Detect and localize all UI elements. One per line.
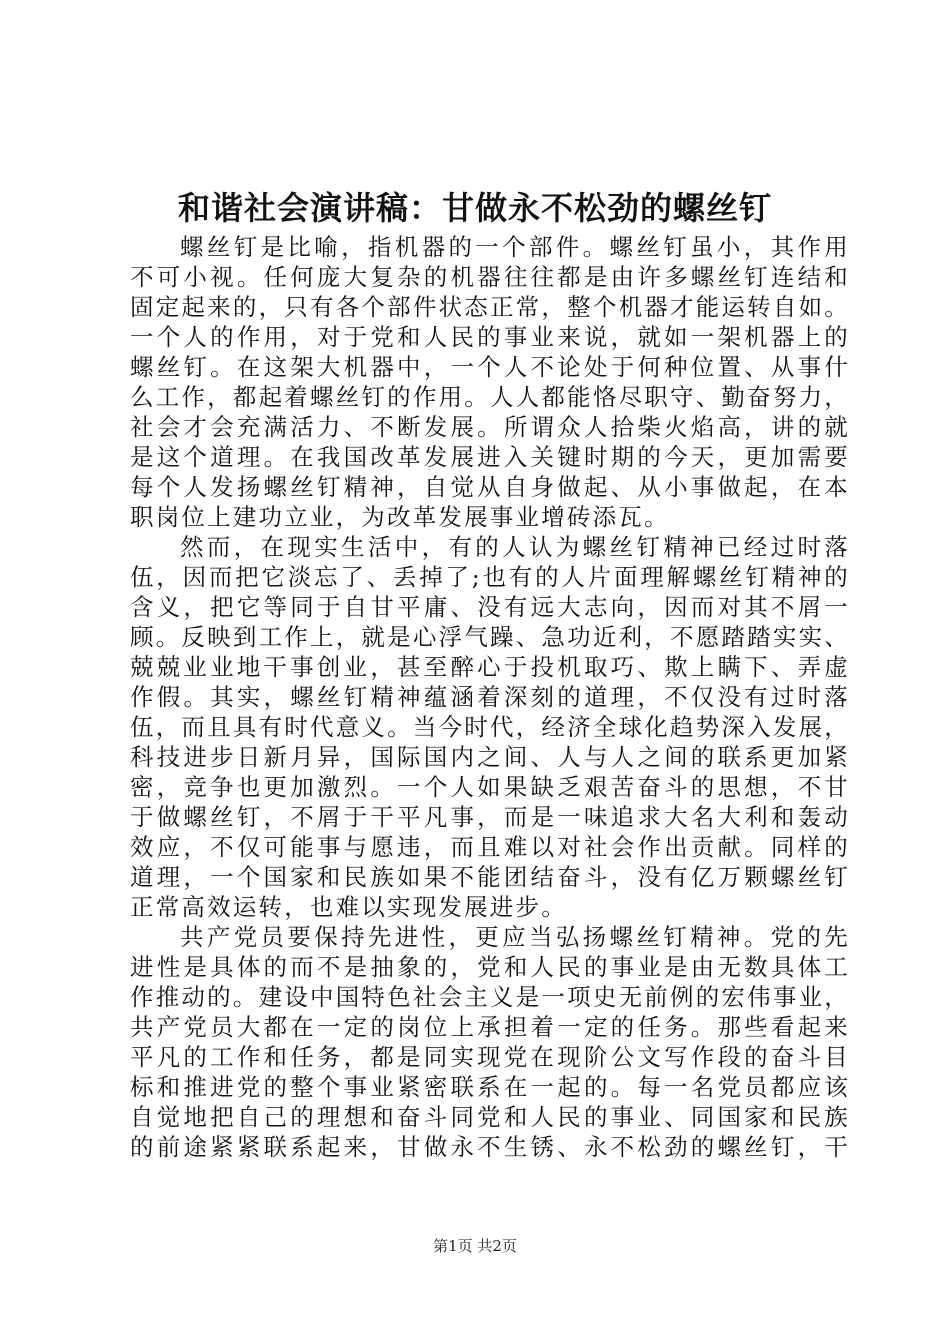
text-line: 道理，一个国家和民族如果不能团结奋斗，没有亿万颗螺丝钉 [130,863,850,891]
text-line: 不可小视。任何庞大复杂的机器往往都是由许多螺丝钉连结和 [130,263,850,291]
text-line: 自觉地把自己的理想和奋斗同党和人民的事业、同国家和民族 [130,1103,850,1131]
text-line: 伍，因而把它淡忘了、丢掉了;也有的人片面理解螺丝钉精神的 [130,563,850,591]
paragraph [130,232,850,532]
text-line: 每个人发扬螺丝钉精神，自觉从自身做起、从小事做起，在本 [130,473,850,501]
page-number-footer: 第1页 共2页 [433,1237,517,1255]
text-line: 标和推进党的整个事业紧密联系在一起的。每一名党员都应该 [130,1073,850,1101]
text-line: 共产党员要保持先进性，更应当弘扬螺丝钉精神。党的先 [180,923,850,951]
text-line: 密，竞争也更加激烈。一个人如果缺乏艰苦奋斗的思想，不甘 [130,773,850,801]
document-body [130,232,850,1162]
document-title: 和谐社会演讲稿：甘做永不松劲的螺丝钉 [177,189,772,227]
text-line: 然而，在现实生活中，有的人认为螺丝钉精神已经过时落 [180,533,850,561]
text-line: 螺丝钉是比喻，指机器的一个部件。螺丝钉虽小，其作用 [180,233,850,261]
text-line: 作假。其实，螺丝钉精神蕴涵着深刻的道理，不仅没有过时落 [130,683,850,711]
text-line: 顾。反映到工作上，就是心浮气躁、急功近利，不愿踏踏实实、 [130,623,850,651]
text-line: 兢兢业业地干事创业，甚至醉心于投机取巧、欺上瞒下、弄虚 [130,653,850,681]
text-line: 的前途紧紧联系起来，甘做永不生锈、永不松劲的螺丝钉，干 [130,1133,850,1161]
text-line: 作推动的。建设中国特色社会主义是一项史无前例的宏伟事业， [130,983,850,1011]
paragraph [130,922,850,1162]
text-line: 是这个道理。在我国改革发展进入关键时期的今天，更加需要 [130,443,850,471]
text-line: 效应，不仅可能事与愿违，而且难以对社会作出贡献。同样的 [130,833,850,861]
text-line: 螺丝钉。在这架大机器中，一个人不论处于何种位置、从事什 [130,353,850,381]
text-line: 正常高效运转，也难以实现发展进步。 [130,893,567,921]
text-line: 平凡的工作和任务，都是同实现党在现阶公文写作段的奋斗目 [130,1043,850,1071]
text-line: 职岗位上建功立业，为改革发展事业增砖添瓦。 [130,503,670,531]
text-line: 于做螺丝钉，不屑于干平凡事，而是一味追求大名大利和轰动 [130,803,850,831]
paragraph [130,532,850,922]
text-line: 固定起来的，只有各个部件状态正常，整个机器才能运转自如。 [130,293,850,321]
text-line: 进性是具体的而不是抽象的，党和人民的事业是由无数具体工 [130,953,850,981]
text-line: 共产党员大都在一定的岗位上承担着一定的任务。那些看起来 [130,1013,850,1041]
text-line: 社会才会充满活力、不断发展。所谓众人拾柴火焰高，讲的就 [130,413,850,441]
text-line: 一个人的作用，对于党和人民的事业来说，就如一架机器上的 [130,323,850,351]
text-line: 伍，而且具有时代意义。当今时代，经济全球化趋势深入发展， [130,713,850,741]
text-line: 科技进步日新月异，国际国内之间、人与人之间的联系更加紧 [130,743,850,771]
text-line: 含义，把它等同于自甘平庸、没有远大志向，因而对其不屑一 [130,593,850,621]
text-line: 么工作，都起着螺丝钉的作用。人人都能恪尽职守、勤奋努力， [130,383,850,411]
